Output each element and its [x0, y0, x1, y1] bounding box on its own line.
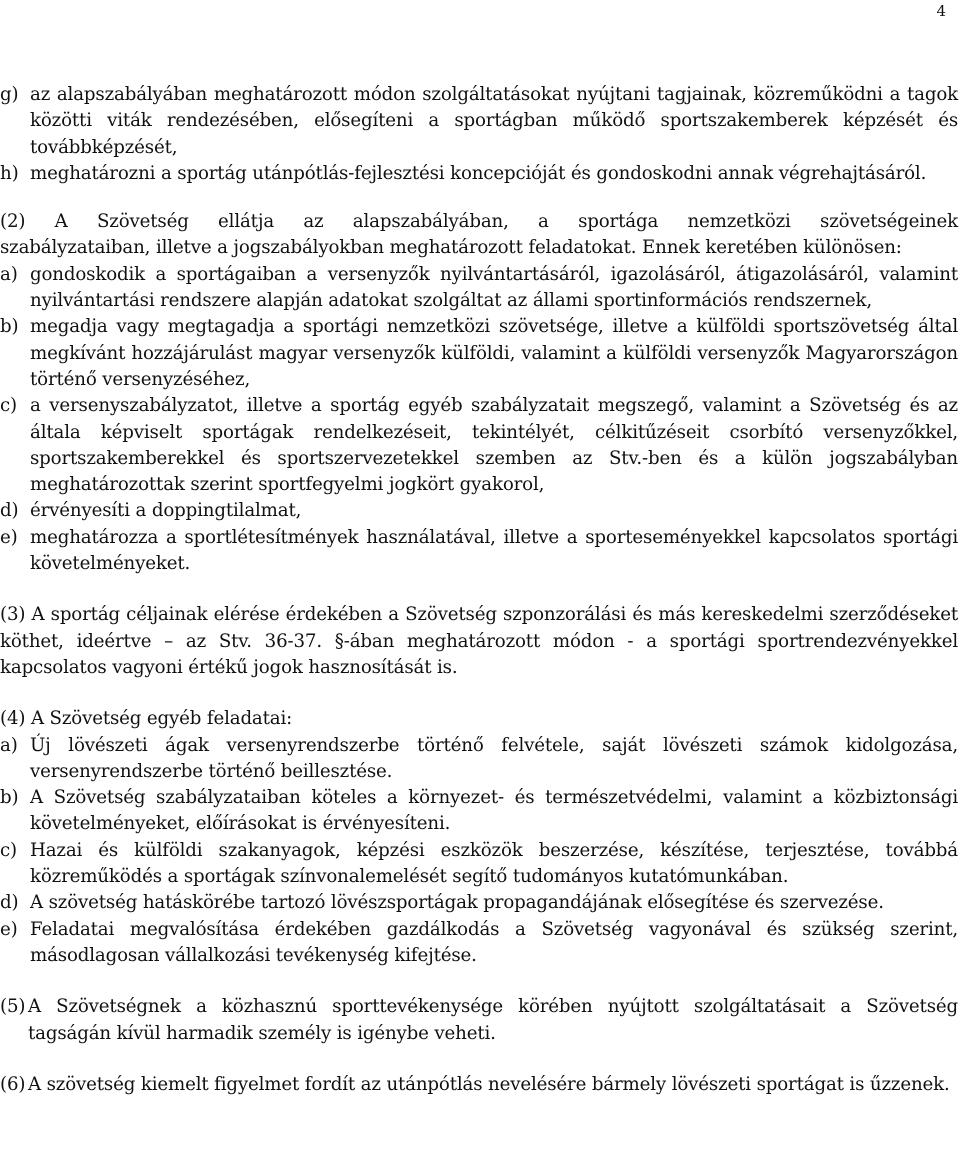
section-6	[0, 1072, 958, 1098]
section-2-heading-continued: szabályzataiban, illetve a jogszabályokban meghatározott feladatokat. Ennek keretében különösen:	[0, 237, 902, 259]
section-2-item-a	[0, 262, 958, 315]
section-2-item-c	[0, 393, 958, 498]
item-label: e)	[0, 918, 18, 940]
item-text: meghatározza a sportlétesítmények használatával, illetve a sporteseményekkel kapcsolatos sportági követelményeket.	[30, 526, 958, 575]
section-2-item-b	[0, 314, 958, 393]
item-text: Új lövészeti ágak versenyrendszerbe történő felvétele, saját lövészeti számok kidolgozása, versenyrendszerbe történő beillesztése.	[30, 734, 958, 782]
item-text: az alapszabályában meghatározott módon szolgáltatásokat nyújtani tagjainak, közreműködni a tagok közötti viták rendezésében, elősegíteni a sportágban működő sportszakemberek képzését és továbbképzését,	[30, 84, 958, 158]
section-4-item-d	[0, 890, 958, 916]
section-text: A Szövetségnek a közhasznú sporttevékenysége körében nyújtott szolgáltatásait a Szövetség tagságán kívül harmadik személy is igénybe veheti.	[28, 996, 958, 1044]
item-label: d)	[0, 500, 19, 522]
intro-item-h	[0, 161, 958, 187]
item-label: h)	[0, 162, 19, 184]
section-text: A szövetség kiemelt figyelmet fordít az utánpótlás nevelésére bármely lövészeti sportágat is űzzenek.	[28, 1073, 950, 1095]
item-text: Hazai és külföldi szakanyagok, képzési eszközök beszerzése, készítése, terjesztése, továbbá közreműködés a sportágak színvonalemelését segítő tudományos kutatómunkában.	[30, 839, 958, 888]
page-number: 4	[936, 2, 946, 20]
section-5	[0, 994, 958, 1047]
item-text: megadja vagy megtagadja a sportági nemzetközi szövetsége, illetve a külföldi sportszövetség által megkívánt hozzájárulást magyar versenyzők külföldi, valamint a külföldi versenyzők Magyarországon történő versenyzéséhez,	[30, 316, 958, 390]
section-4-item-e	[0, 917, 958, 970]
item-label: c)	[0, 395, 17, 417]
item-label: d)	[0, 892, 19, 914]
item-label: a)	[0, 263, 18, 285]
section-2-heading: (2) A Szövetség ellátja az alapszabályában, a sportága nemzetközi szövetségeinek	[0, 211, 958, 233]
item-label: a)	[0, 734, 18, 756]
section-2-item-d	[0, 498, 958, 524]
section-4-item-a	[0, 733, 958, 786]
item-text: A Szövetség szabályzataiban köteles a környezet- és természetvédelmi, valamint a közbiztonsági követelményeket, előírásokat is érvényesíteni.	[30, 787, 958, 835]
section-4-item-b	[0, 785, 958, 838]
section-label: (6)	[0, 1073, 26, 1095]
item-text: Feladatai megvalósítása érdekében gazdálkodás a Szövetség vagyonával és szükség szerint, másodlagosan vállalkozási tevékenység kifejtése.	[30, 918, 958, 966]
section-2-item-e	[0, 525, 958, 578]
item-label: e)	[0, 526, 18, 548]
item-label: g)	[0, 84, 19, 105]
section-label: (5)	[0, 996, 26, 1018]
section-4-item-c	[0, 838, 958, 891]
item-text: érvényesíti a doppingtilalmat,	[30, 500, 302, 522]
item-label: b)	[0, 787, 19, 809]
item-label: c)	[0, 839, 17, 861]
item-text: meghatározni a sportág utánpótlás-fejlesztési koncepcióját és gondoskodni annak végrehajtásáról.	[30, 162, 927, 184]
item-text: A szövetség hatáskörébe tartozó lövészsportágak propagandájának elősegítése és szervezése.	[30, 892, 884, 914]
section-4-heading: (4) A Szövetség egyéb feladatai:	[0, 708, 293, 730]
intro-item-g	[0, 82, 958, 161]
section-3-paragraph: (3) A sportág céljainak elérése érdekében a Szövetség szponzorálási és más kereskedelmi szerződéseket köthet, ideértve – az Stv. 36-37. §-ában meghatározott módon - a sportági sportrendezvényekkel kapcsolatos vagyoni értékű jogok hasznosítását is.	[0, 604, 958, 678]
item-text: a versenyszabályzatot, illetve a sportág egyéb szabályzatait megszegő, valamint a Szövetség és az általa képviselt sportágak rendelkezéseit, tekintélyét, célkitűzéseit csorbító versenyzőkkel, sportszakemberekkel és sportszervezetekkel szemben az Stv.-ben és a külön jogszabályban meghatározottak szerint sportfegyelmi jogkört gyakorol,	[30, 395, 958, 496]
item-text: gondoskodik a sportágaiban a versenyzők nyilvántartásáról, igazolásáról, átigazolásáról, valamint nyilvántartási rendszere alapján adatokat szolgáltat az állami sportinformációs rendszernek,	[30, 263, 958, 312]
item-label: b)	[0, 316, 19, 338]
document-body	[0, 82, 958, 1098]
